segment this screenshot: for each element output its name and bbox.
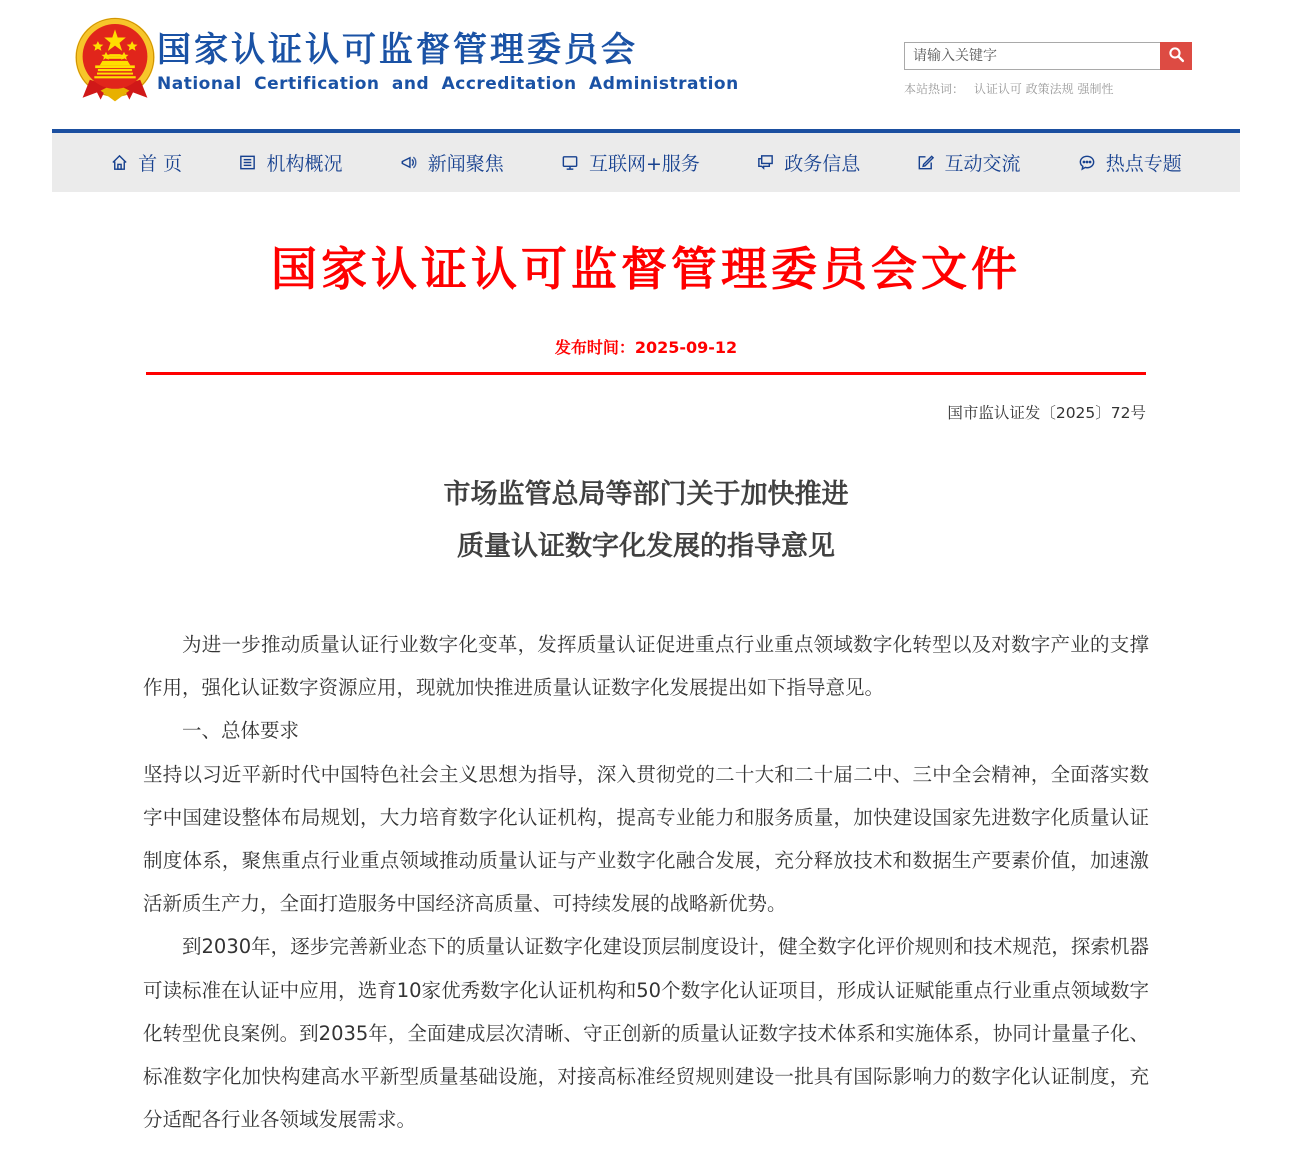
nav-item-label: 新闻聚焦 xyxy=(427,153,504,175)
nav-item-label: 首 页 xyxy=(138,153,183,175)
nav-item-gov-info[interactable] xyxy=(756,149,860,176)
paragraph: 为进一步推动质量认证行业数字化变革，发挥质量认证促进重点行业重点领域数字化转型以及对数字产业的支撑作用，强化认证数字资源应用，现就加快推进质量认证数字化发展提出如下指导意见。 xyxy=(143,633,1149,700)
home-icon xyxy=(110,153,129,172)
paragraph: 坚持以习近平新时代中国特色社会主义思想为指导，深入贯彻党的二十大和二十届二中、三中全会精神，全面落实数字中国建设整体布局规划，大力培育数字化认证机构，提高专业能力和服务质量，加快建设国家先进数字化质量认证制度体系，聚焦重点行业重点领域推动质量认证与产业数字化融合发展，充分释放技术和数据生产要素价值，加速激活新质生产力，全面打造服务中国经济高质量、可持续发展的战略新优势。 xyxy=(143,762,1149,916)
megaphone-icon xyxy=(399,153,419,172)
section-heading: 一、总体要求 xyxy=(182,719,300,743)
nav-item-news[interactable] xyxy=(399,149,504,176)
org-name-zh: 国家认证认可监督管理委员会 xyxy=(157,30,638,70)
publish-date-line xyxy=(0,335,1292,358)
nav-item-internet-services[interactable] xyxy=(560,149,700,176)
search-input[interactable] xyxy=(904,42,1160,70)
national-emblem-logo xyxy=(70,14,160,106)
paragraph: 到2030年，逐步完善新业态下的质量认证数字化建设顶层制度设计，健全数字化评价规则和技术规范，探索机器可读标准在认证中应用，选育10家优秀数字化认证机构和50个数字化认证项目，形成认证赋能重点行业重点领域数字化转型优良案例。到2035年，全面建成层次清晰、守正创新的质量认证数字技术体系和实施体系，协同计量量子化、标准数字化加快构建高水平新型质量基础设施，对接高标准经贸规则建设一批具有国际影响力的数字化认证制度，充分适配各行业各领域发展需求。 xyxy=(143,935,1149,1132)
chat-bubble-icon xyxy=(1077,153,1097,172)
nav-item-label: 互动交流 xyxy=(944,153,1021,175)
document-title-line2: 质量认证数字化发展的指导意见 xyxy=(457,531,835,562)
document-body xyxy=(143,623,1149,1141)
document-title xyxy=(0,469,1292,573)
site-header xyxy=(0,0,1292,129)
search-area xyxy=(904,42,1192,97)
pencil-edit-icon xyxy=(916,153,935,172)
document-title-line1: 市场监管总局等部门关于加快推进 xyxy=(443,479,849,510)
nav-item-label: 热点专题 xyxy=(1105,153,1182,175)
hot-words-label: 本站热词： xyxy=(904,82,965,96)
hot-words xyxy=(904,80,1192,97)
monitor-icon xyxy=(560,153,580,172)
search-icon xyxy=(1168,46,1185,66)
org-name-en: National Certification and Accreditation Administration xyxy=(157,74,739,94)
nav-item-label: 政务信息 xyxy=(784,153,861,175)
publish-date-value: 2025-09-12 xyxy=(634,338,738,357)
document-list-icon xyxy=(238,153,257,172)
nav-item-label: 互联网+服务 xyxy=(589,153,700,175)
nav-item-interaction[interactable] xyxy=(916,149,1020,176)
red-divider xyxy=(146,372,1146,375)
main-nav xyxy=(52,129,1240,192)
org-names xyxy=(157,30,739,94)
search-button[interactable] xyxy=(1160,42,1192,70)
stacked-pages-icon xyxy=(756,153,775,172)
nav-item-hot-topics[interactable] xyxy=(1077,149,1182,176)
nav-item-label: 机构概况 xyxy=(266,153,343,175)
hot-words-links[interactable]: 认证认可 政策法规 强制性 xyxy=(973,82,1114,96)
document-number: 国市监认证发〔2025〕72号 xyxy=(947,404,1146,422)
publish-date-label: 发布时间： xyxy=(554,338,635,357)
red-document-header: 国家认证认可监督管理委员会文件 xyxy=(271,242,1021,296)
nav-item-org-overview[interactable] xyxy=(238,149,342,176)
nav-item-home[interactable] xyxy=(110,149,182,176)
document-area xyxy=(0,192,1292,1141)
